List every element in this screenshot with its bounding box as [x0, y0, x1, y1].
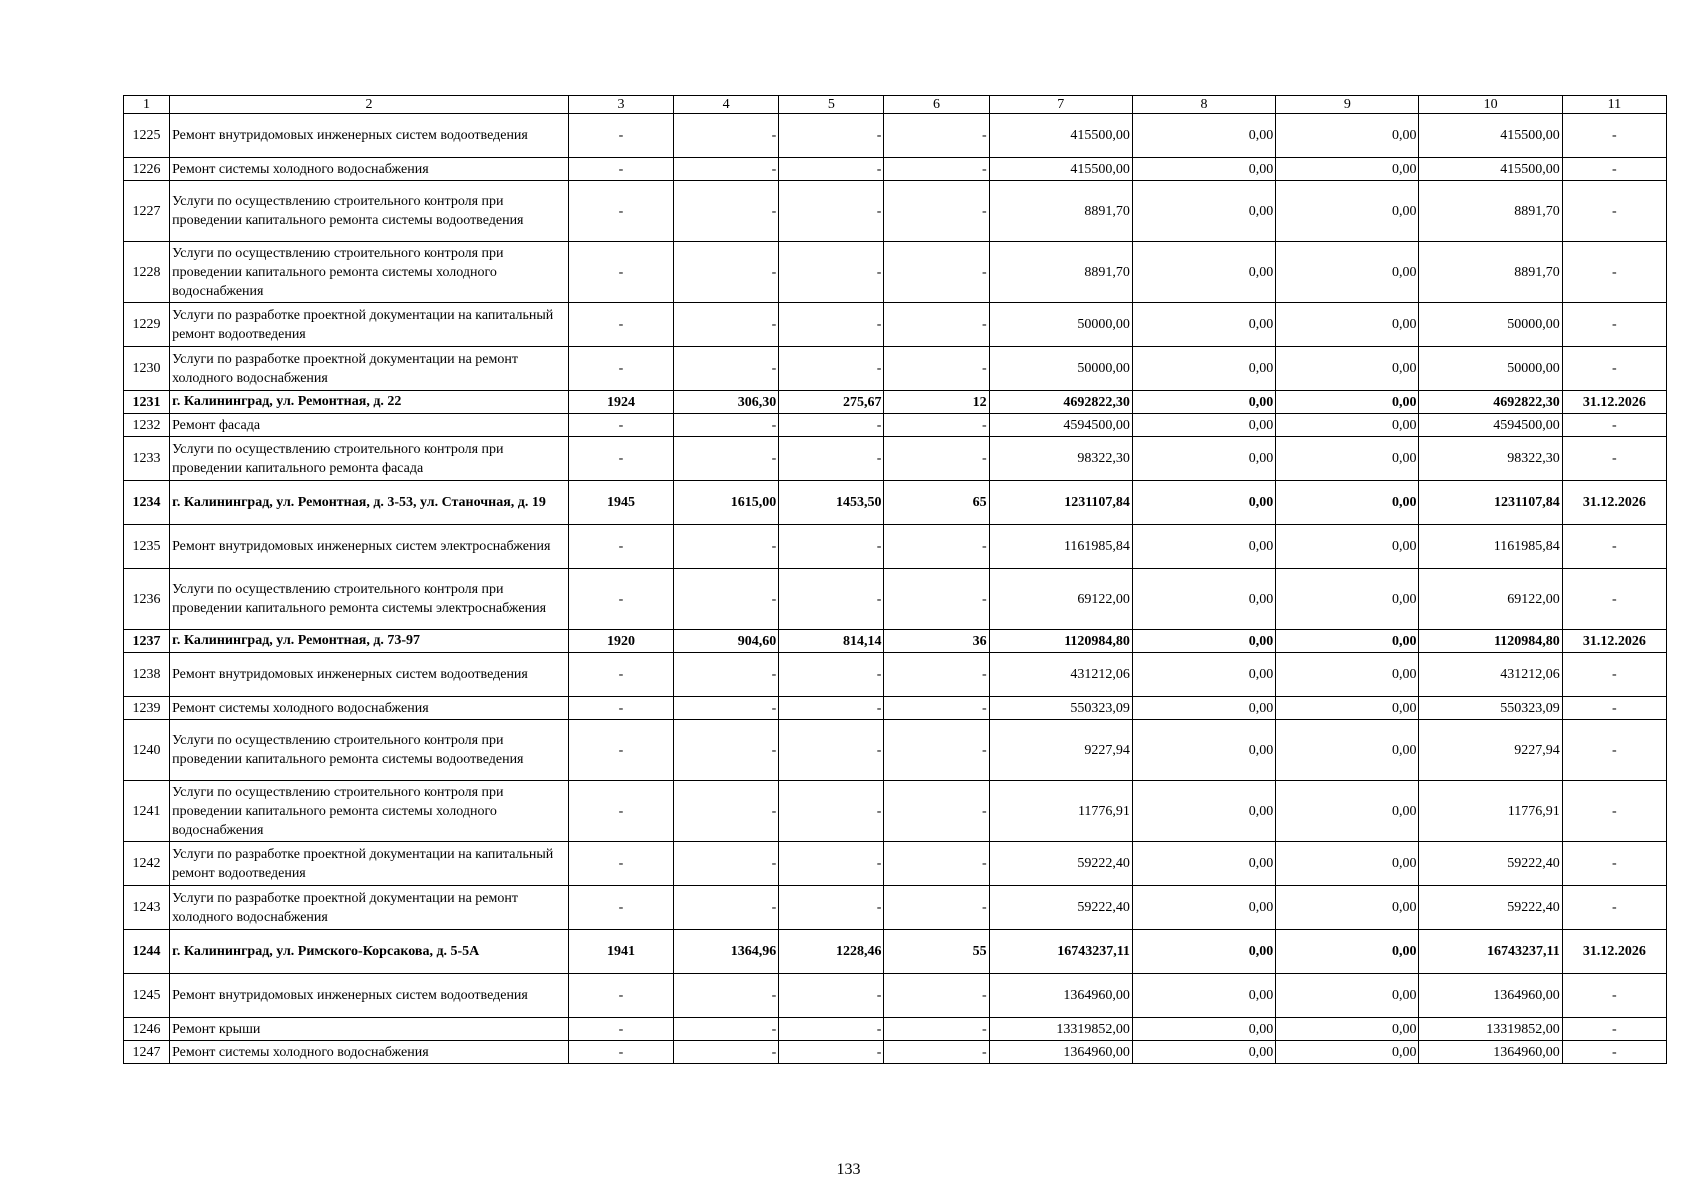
year-cell: - [568, 653, 673, 697]
description-cell: Услуги по разработке проектной документации на ремонт холодного водоснабжения [170, 347, 569, 391]
description-cell: Ремонт системы холодного водоснабжения [170, 1041, 569, 1064]
table-body [124, 96, 1667, 1064]
cost-other-cell: 0,00 [1276, 391, 1419, 414]
row-number-cell: 1231 [124, 391, 170, 414]
deadline-cell: - [1562, 886, 1666, 930]
table-row [124, 1018, 1667, 1041]
cost-owners-cell: 13319852,00 [1419, 1018, 1562, 1041]
cost-fund-cell: 0,00 [1132, 930, 1275, 974]
cost-owners-cell: 1231107,84 [1419, 481, 1562, 525]
residents-cell: - [884, 569, 989, 630]
description-cell: Услуги по осуществлению строительного контроля при проведении капитального ремонта системы электроснабжения [170, 569, 569, 630]
area-living-cell: - [779, 414, 884, 437]
description-cell: г. Калининград, ул. Ремонтная, д. 73-97 [170, 630, 569, 653]
area-total-cell: - [674, 653, 779, 697]
year-cell: 1941 [568, 930, 673, 974]
residents-cell: - [884, 697, 989, 720]
deadline-cell: 31.12.2026 [1562, 930, 1666, 974]
residents-cell: - [884, 720, 989, 781]
table-row [124, 303, 1667, 347]
table-row [124, 886, 1667, 930]
deadline-cell: 31.12.2026 [1562, 391, 1666, 414]
column-header: 5 [779, 96, 884, 114]
cost-other-cell: 0,00 [1276, 114, 1419, 158]
cost-fund-cell: 0,00 [1132, 697, 1275, 720]
row-number-cell: 1227 [124, 181, 170, 242]
cost-fund-cell: 0,00 [1132, 1041, 1275, 1064]
column-header: 11 [1562, 96, 1666, 114]
table-row [124, 181, 1667, 242]
cost-total-cell: 9227,94 [989, 720, 1132, 781]
deadline-cell: - [1562, 720, 1666, 781]
table-row [124, 569, 1667, 630]
cost-total-cell: 4692822,30 [989, 391, 1132, 414]
cost-total-cell: 59222,40 [989, 842, 1132, 886]
column-header: 1 [124, 96, 170, 114]
deadline-cell: - [1562, 242, 1666, 303]
cost-total-cell: 1161985,84 [989, 525, 1132, 569]
year-cell: - [568, 158, 673, 181]
residents-cell: 36 [884, 630, 989, 653]
area-total-cell: - [674, 242, 779, 303]
cost-total-cell: 1120984,80 [989, 630, 1132, 653]
area-total-cell: - [674, 181, 779, 242]
deadline-cell: - [1562, 842, 1666, 886]
deadline-cell: - [1562, 347, 1666, 391]
area-total-cell: 1364,96 [674, 930, 779, 974]
area-total-cell: - [674, 158, 779, 181]
area-total-cell: 1615,00 [674, 481, 779, 525]
residents-cell: - [884, 525, 989, 569]
cost-other-cell: 0,00 [1276, 653, 1419, 697]
cost-other-cell: 0,00 [1276, 974, 1419, 1018]
area-total-cell: - [674, 569, 779, 630]
table-row [124, 720, 1667, 781]
residents-cell: - [884, 781, 989, 842]
table-row [124, 697, 1667, 720]
area-living-cell: - [779, 158, 884, 181]
year-cell: 1924 [568, 391, 673, 414]
description-cell: Услуги по разработке проектной документации на ремонт холодного водоснабжения [170, 886, 569, 930]
row-number-cell: 1225 [124, 114, 170, 158]
table-row [124, 242, 1667, 303]
cost-owners-cell: 415500,00 [1419, 158, 1562, 181]
row-number-cell: 1241 [124, 781, 170, 842]
cost-owners-cell: 1161985,84 [1419, 525, 1562, 569]
cost-fund-cell: 0,00 [1132, 842, 1275, 886]
description-cell: Услуги по разработке проектной документации на капитальный ремонт водоотведения [170, 303, 569, 347]
area-total-cell: - [674, 347, 779, 391]
description-cell: г. Калининград, ул. Ремонтная, д. 3-53, ул. Станочная, д. 19 [170, 481, 569, 525]
area-total-cell: 904,60 [674, 630, 779, 653]
cost-owners-cell: 50000,00 [1419, 303, 1562, 347]
cost-other-cell: 0,00 [1276, 525, 1419, 569]
year-cell: - [568, 347, 673, 391]
cost-owners-cell: 9227,94 [1419, 720, 1562, 781]
table-row [124, 525, 1667, 569]
area-living-cell: - [779, 653, 884, 697]
cost-owners-cell: 1364960,00 [1419, 1041, 1562, 1064]
row-number-cell: 1240 [124, 720, 170, 781]
year-cell: 1920 [568, 630, 673, 653]
table-row [124, 391, 1667, 414]
residents-cell: - [884, 1018, 989, 1041]
cost-other-cell: 0,00 [1276, 697, 1419, 720]
table-row [124, 158, 1667, 181]
deadline-cell: - [1562, 569, 1666, 630]
cost-owners-cell: 50000,00 [1419, 347, 1562, 391]
cost-fund-cell: 0,00 [1132, 414, 1275, 437]
column-header: 9 [1276, 96, 1419, 114]
residents-cell: - [884, 653, 989, 697]
cost-fund-cell: 0,00 [1132, 525, 1275, 569]
area-total-cell: - [674, 720, 779, 781]
cost-other-cell: 0,00 [1276, 437, 1419, 481]
table-row [124, 974, 1667, 1018]
description-cell: Ремонт внутридомовых инженерных систем водоотведения [170, 974, 569, 1018]
residents-cell: - [884, 974, 989, 1018]
cost-total-cell: 1231107,84 [989, 481, 1132, 525]
table-row [124, 653, 1667, 697]
cost-other-cell: 0,00 [1276, 1041, 1419, 1064]
table-row [124, 437, 1667, 481]
cost-other-cell: 0,00 [1276, 181, 1419, 242]
area-living-cell: 814,14 [779, 630, 884, 653]
data-table [123, 95, 1667, 1064]
description-cell: Услуги по осуществлению строительного контроля при проведении капитального ремонта системы водоотведения [170, 720, 569, 781]
year-cell: - [568, 181, 673, 242]
year-cell: - [568, 697, 673, 720]
area-total-cell: - [674, 697, 779, 720]
area-living-cell: - [779, 242, 884, 303]
table-row [124, 347, 1667, 391]
residents-cell: 65 [884, 481, 989, 525]
row-number-cell: 1246 [124, 1018, 170, 1041]
residents-cell: 12 [884, 391, 989, 414]
table-row [124, 1041, 1667, 1064]
area-total-cell: - [674, 974, 779, 1018]
cost-other-cell: 0,00 [1276, 886, 1419, 930]
description-cell: г. Калининград, ул. Ремонтная, д. 22 [170, 391, 569, 414]
cost-total-cell: 50000,00 [989, 347, 1132, 391]
cost-fund-cell: 0,00 [1132, 720, 1275, 781]
row-number-cell: 1235 [124, 525, 170, 569]
cost-fund-cell: 0,00 [1132, 242, 1275, 303]
deadline-cell: - [1562, 781, 1666, 842]
area-living-cell: - [779, 114, 884, 158]
row-number-cell: 1237 [124, 630, 170, 653]
area-total-cell: - [674, 114, 779, 158]
description-cell: Услуги по разработке проектной документации на капитальный ремонт водоотведения [170, 842, 569, 886]
year-cell: - [568, 114, 673, 158]
cost-other-cell: 0,00 [1276, 930, 1419, 974]
row-number-cell: 1239 [124, 697, 170, 720]
year-cell: - [568, 886, 673, 930]
cost-fund-cell: 0,00 [1132, 1018, 1275, 1041]
year-cell: - [568, 414, 673, 437]
area-living-cell: 1453,50 [779, 481, 884, 525]
cost-total-cell: 59222,40 [989, 886, 1132, 930]
area-living-cell: - [779, 347, 884, 391]
residents-cell: - [884, 114, 989, 158]
area-living-cell: - [779, 525, 884, 569]
row-number-cell: 1228 [124, 242, 170, 303]
year-cell: - [568, 1018, 673, 1041]
cost-owners-cell: 69122,00 [1419, 569, 1562, 630]
area-living-cell: 275,67 [779, 391, 884, 414]
description-cell: Ремонт фасада [170, 414, 569, 437]
table-row [124, 114, 1667, 158]
cost-fund-cell: 0,00 [1132, 630, 1275, 653]
year-cell: - [568, 720, 673, 781]
residents-cell: - [884, 242, 989, 303]
residents-cell: 55 [884, 930, 989, 974]
cost-total-cell: 1364960,00 [989, 974, 1132, 1018]
cost-fund-cell: 0,00 [1132, 481, 1275, 525]
description-cell: Ремонт внутридомовых инженерных систем электроснабжения [170, 525, 569, 569]
cost-fund-cell: 0,00 [1132, 347, 1275, 391]
cost-total-cell: 415500,00 [989, 158, 1132, 181]
description-cell: Услуги по осуществлению строительного контроля при проведении капитального ремонта фасада [170, 437, 569, 481]
description-cell: Ремонт внутридомовых инженерных систем водоотведения [170, 114, 569, 158]
cost-owners-cell: 59222,40 [1419, 842, 1562, 886]
area-total-cell: 306,30 [674, 391, 779, 414]
cost-other-cell: 0,00 [1276, 414, 1419, 437]
cost-total-cell: 69122,00 [989, 569, 1132, 630]
area-living-cell: - [779, 781, 884, 842]
deadline-cell: - [1562, 303, 1666, 347]
cost-fund-cell: 0,00 [1132, 974, 1275, 1018]
area-total-cell: - [674, 414, 779, 437]
deadline-cell: - [1562, 1041, 1666, 1064]
page-number: 133 [836, 1161, 861, 1178]
description-cell: Услуги по осуществлению строительного контроля при проведении капитального ремонта системы холодного водоснабжения [170, 781, 569, 842]
area-living-cell: 1228,46 [779, 930, 884, 974]
cost-fund-cell: 0,00 [1132, 781, 1275, 842]
description-cell: Услуги по осуществлению строительного контроля при проведении капитального ремонта системы водоотведения [170, 181, 569, 242]
area-living-cell: - [779, 720, 884, 781]
deadline-cell: - [1562, 653, 1666, 697]
area-living-cell: - [779, 437, 884, 481]
cost-total-cell: 8891,70 [989, 242, 1132, 303]
row-number-cell: 1236 [124, 569, 170, 630]
year-cell: - [568, 974, 673, 1018]
cost-total-cell: 8891,70 [989, 181, 1132, 242]
area-living-cell: - [779, 697, 884, 720]
year-cell: - [568, 1041, 673, 1064]
cost-other-cell: 0,00 [1276, 720, 1419, 781]
row-number-cell: 1232 [124, 414, 170, 437]
area-living-cell: - [779, 886, 884, 930]
deadline-cell: - [1562, 414, 1666, 437]
year-cell: - [568, 781, 673, 842]
deadline-cell: - [1562, 181, 1666, 242]
description-cell: Ремонт внутридомовых инженерных систем водоотведения [170, 653, 569, 697]
cost-total-cell: 1364960,00 [989, 1041, 1132, 1064]
area-living-cell: - [779, 842, 884, 886]
cost-owners-cell: 4692822,30 [1419, 391, 1562, 414]
area-total-cell: - [674, 437, 779, 481]
area-total-cell: - [674, 781, 779, 842]
row-number-cell: 1245 [124, 974, 170, 1018]
area-living-cell: - [779, 1018, 884, 1041]
cost-fund-cell: 0,00 [1132, 158, 1275, 181]
cost-total-cell: 98322,30 [989, 437, 1132, 481]
column-header: 6 [884, 96, 989, 114]
residents-cell: - [884, 181, 989, 242]
row-number-cell: 1229 [124, 303, 170, 347]
row-number-cell: 1242 [124, 842, 170, 886]
area-living-cell: - [779, 974, 884, 1018]
description-cell: Ремонт системы холодного водоснабжения [170, 158, 569, 181]
deadline-cell: - [1562, 114, 1666, 158]
residents-cell: - [884, 158, 989, 181]
row-number-cell: 1233 [124, 437, 170, 481]
cost-fund-cell: 0,00 [1132, 437, 1275, 481]
cost-other-cell: 0,00 [1276, 1018, 1419, 1041]
residents-cell: - [884, 886, 989, 930]
area-total-cell: - [674, 842, 779, 886]
row-number-cell: 1238 [124, 653, 170, 697]
cost-owners-cell: 11776,91 [1419, 781, 1562, 842]
deadline-cell: - [1562, 158, 1666, 181]
column-header: 10 [1419, 96, 1562, 114]
cost-owners-cell: 431212,06 [1419, 653, 1562, 697]
column-header: 4 [674, 96, 779, 114]
area-total-cell: - [674, 303, 779, 347]
cost-other-cell: 0,00 [1276, 347, 1419, 391]
cost-total-cell: 431212,06 [989, 653, 1132, 697]
deadline-cell: 31.12.2026 [1562, 481, 1666, 525]
cost-owners-cell: 415500,00 [1419, 114, 1562, 158]
cost-other-cell: 0,00 [1276, 842, 1419, 886]
cost-owners-cell: 8891,70 [1419, 181, 1562, 242]
row-number-cell: 1234 [124, 481, 170, 525]
cost-fund-cell: 0,00 [1132, 114, 1275, 158]
cost-total-cell: 11776,91 [989, 781, 1132, 842]
year-cell: 1945 [568, 481, 673, 525]
area-total-cell: - [674, 1041, 779, 1064]
table-row [124, 481, 1667, 525]
residents-cell: - [884, 437, 989, 481]
cost-other-cell: 0,00 [1276, 242, 1419, 303]
table-row [124, 781, 1667, 842]
cost-other-cell: 0,00 [1276, 630, 1419, 653]
residents-cell: - [884, 1041, 989, 1064]
residents-cell: - [884, 414, 989, 437]
year-cell: - [568, 525, 673, 569]
column-header: 8 [1132, 96, 1275, 114]
deadline-cell: - [1562, 1018, 1666, 1041]
area-living-cell: - [779, 181, 884, 242]
row-number-cell: 1243 [124, 886, 170, 930]
cost-fund-cell: 0,00 [1132, 181, 1275, 242]
cost-owners-cell: 59222,40 [1419, 886, 1562, 930]
residents-cell: - [884, 303, 989, 347]
row-number-cell: 1230 [124, 347, 170, 391]
cost-fund-cell: 0,00 [1132, 653, 1275, 697]
cost-owners-cell: 1364960,00 [1419, 974, 1562, 1018]
cost-fund-cell: 0,00 [1132, 391, 1275, 414]
cost-total-cell: 16743237,11 [989, 930, 1132, 974]
year-cell: - [568, 842, 673, 886]
area-total-cell: - [674, 886, 779, 930]
year-cell: - [568, 569, 673, 630]
cost-owners-cell: 8891,70 [1419, 242, 1562, 303]
row-number-cell: 1244 [124, 930, 170, 974]
deadline-cell: - [1562, 437, 1666, 481]
deadline-cell: - [1562, 974, 1666, 1018]
year-cell: - [568, 437, 673, 481]
description-cell: Услуги по осуществлению строительного контроля при проведении капитального ремонта системы холодного водоснабжения [170, 242, 569, 303]
cost-total-cell: 13319852,00 [989, 1018, 1132, 1041]
cost-owners-cell: 550323,09 [1419, 697, 1562, 720]
row-number-cell: 1226 [124, 158, 170, 181]
column-header: 7 [989, 96, 1132, 114]
cost-owners-cell: 98322,30 [1419, 437, 1562, 481]
area-total-cell: - [674, 525, 779, 569]
cost-other-cell: 0,00 [1276, 303, 1419, 347]
cost-fund-cell: 0,00 [1132, 303, 1275, 347]
description-cell: г. Калининград, ул. Римского-Корсакова, д. 5-5А [170, 930, 569, 974]
cost-other-cell: 0,00 [1276, 481, 1419, 525]
description-cell: Ремонт крыши [170, 1018, 569, 1041]
cost-total-cell: 415500,00 [989, 114, 1132, 158]
cost-owners-cell: 1120984,80 [1419, 630, 1562, 653]
deadline-cell: - [1562, 525, 1666, 569]
column-header: 2 [170, 96, 569, 114]
cost-other-cell: 0,00 [1276, 569, 1419, 630]
table-row [124, 414, 1667, 437]
year-cell: - [568, 303, 673, 347]
row-number-cell: 1247 [124, 1041, 170, 1064]
cost-total-cell: 4594500,00 [989, 414, 1132, 437]
area-living-cell: - [779, 303, 884, 347]
table-row [124, 630, 1667, 653]
cost-fund-cell: 0,00 [1132, 886, 1275, 930]
area-total-cell: - [674, 1018, 779, 1041]
residents-cell: - [884, 842, 989, 886]
deadline-cell: 31.12.2026 [1562, 630, 1666, 653]
column-number-row [124, 96, 1667, 114]
table-row [124, 842, 1667, 886]
description-cell: Ремонт системы холодного водоснабжения [170, 697, 569, 720]
residents-cell: - [884, 347, 989, 391]
table-row [124, 930, 1667, 974]
cost-other-cell: 0,00 [1276, 781, 1419, 842]
cost-fund-cell: 0,00 [1132, 569, 1275, 630]
deadline-cell: - [1562, 697, 1666, 720]
cost-owners-cell: 4594500,00 [1419, 414, 1562, 437]
column-header: 3 [568, 96, 673, 114]
cost-total-cell: 550323,09 [989, 697, 1132, 720]
cost-total-cell: 50000,00 [989, 303, 1132, 347]
cost-owners-cell: 16743237,11 [1419, 930, 1562, 974]
area-living-cell: - [779, 569, 884, 630]
year-cell: - [568, 242, 673, 303]
cost-other-cell: 0,00 [1276, 158, 1419, 181]
area-living-cell: - [779, 1041, 884, 1064]
